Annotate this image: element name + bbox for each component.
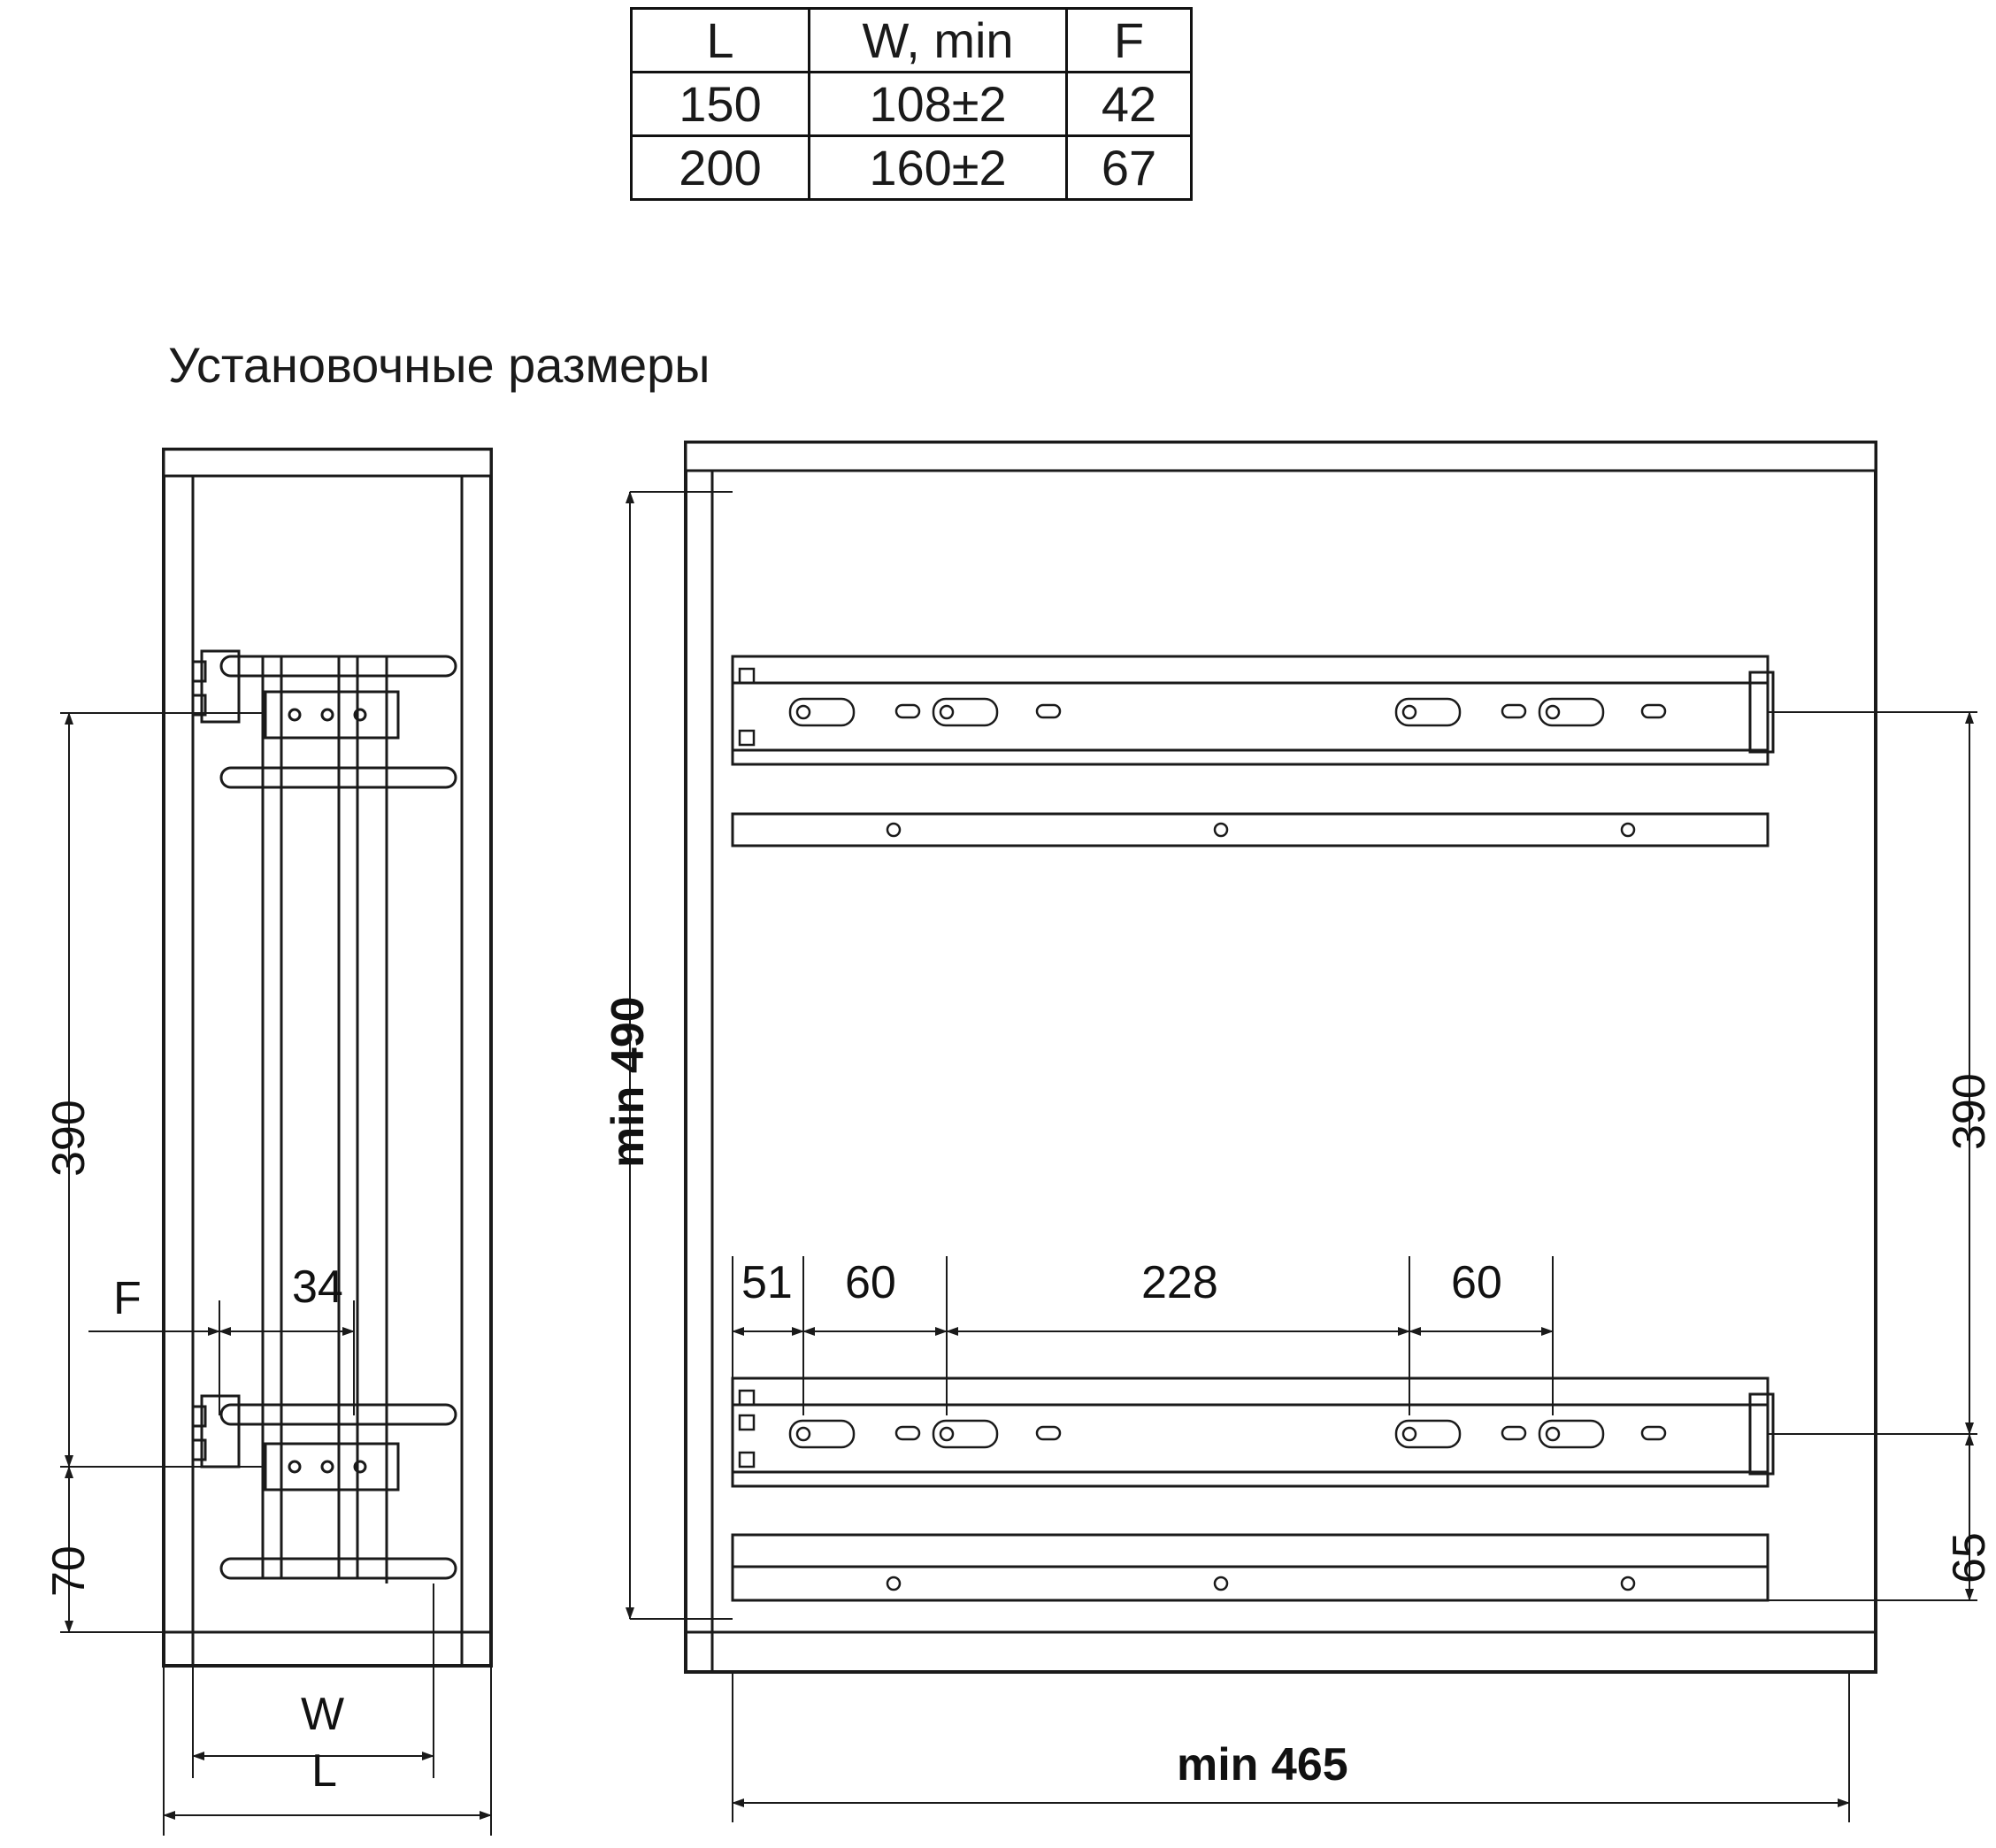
cell-L-1: 150 <box>632 73 810 136</box>
dim-228: 228 <box>1141 1257 1218 1308</box>
cell-W-2: 160±2 <box>810 136 1067 200</box>
dim-51: 51 <box>741 1257 793 1308</box>
dim-min-465: min 465 <box>1177 1739 1348 1790</box>
cell-L-2: 200 <box>632 136 810 200</box>
dim-60-right: 60 <box>1451 1257 1502 1308</box>
dim-390-front: 390 <box>1944 1073 1995 1150</box>
table-header-W: W, min <box>810 9 1067 73</box>
front-view-group <box>686 442 1876 1672</box>
cell-F-2: 67 <box>1067 136 1192 200</box>
dim-min-490: min 490 <box>603 996 654 1168</box>
cell-W-1: 108±2 <box>810 73 1067 136</box>
dim-390-side: 390 <box>43 1100 95 1177</box>
front-view-dimensions <box>630 492 1977 1822</box>
dim-W-side: W <box>301 1689 345 1740</box>
side-view-group <box>164 449 491 1666</box>
dim-L-side: L <box>311 1745 337 1797</box>
table-header-L: L <box>632 9 810 73</box>
dim-65-front: 65 <box>1944 1532 1995 1583</box>
dim-70-side: 70 <box>43 1545 95 1597</box>
dim-34-side: 34 <box>292 1261 343 1313</box>
page-title: Установочные размеры <box>168 337 710 393</box>
cell-F-1: 42 <box>1067 73 1192 136</box>
dim-60-left: 60 <box>845 1257 896 1308</box>
table-header-F: F <box>1067 9 1192 73</box>
label-F-side: F <box>113 1273 142 1324</box>
